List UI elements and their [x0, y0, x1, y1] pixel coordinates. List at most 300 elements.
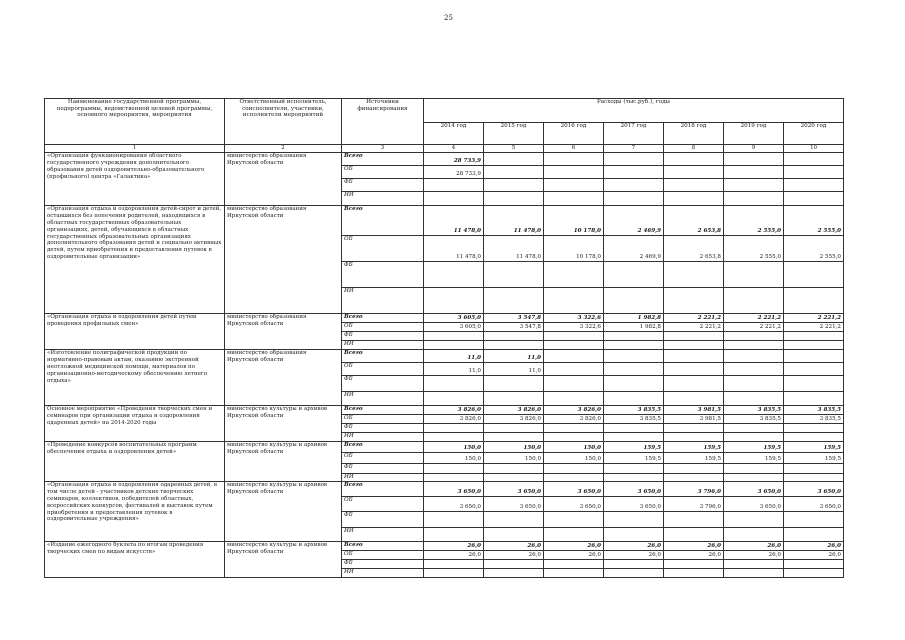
- column-number: 8: [664, 145, 724, 153]
- expense-value: [664, 341, 724, 350]
- expense-value: [784, 464, 844, 474]
- expense-value: 2 653,8: [664, 206, 724, 236]
- expense-value: 150,0: [484, 442, 544, 453]
- expense-value: [784, 332, 844, 341]
- funding-source: ИИ: [342, 528, 424, 542]
- expense-value: 150,0: [544, 453, 604, 464]
- expense-value: 150,0: [484, 453, 544, 464]
- expense-value: 159,5: [604, 442, 664, 453]
- expense-value: [424, 179, 484, 192]
- expense-value: [784, 376, 844, 392]
- expense-value: [664, 433, 724, 442]
- expense-value: 26,0: [544, 551, 604, 560]
- table-row: [45, 350, 844, 363]
- expense-value: [664, 376, 724, 392]
- expense-value: 3 826,0: [424, 415, 484, 424]
- expense-value: [784, 569, 844, 578]
- expense-value: [604, 376, 664, 392]
- expense-value: [544, 350, 604, 363]
- expense-value: [544, 153, 604, 166]
- expense-value: 3 826,0: [424, 406, 484, 415]
- expense-value: [724, 424, 784, 433]
- executor-name: министерство культуры и архивов Иркутской области: [225, 442, 342, 482]
- expense-value: 3 322,6: [544, 314, 604, 323]
- expense-value: [604, 464, 664, 474]
- expense-value: 3 650,0: [484, 482, 544, 497]
- expense-value: [484, 341, 544, 350]
- expense-value: 26,0: [424, 542, 484, 551]
- funding-source: ФБ: [342, 376, 424, 392]
- column-number: 3: [342, 145, 424, 153]
- expense-value: [664, 424, 724, 433]
- expense-value: [424, 512, 484, 528]
- expense-value: [604, 433, 664, 442]
- expense-value: 3 650,0: [604, 497, 664, 512]
- expense-value: [604, 179, 664, 192]
- executor-name: министерство образования Иркутской области: [225, 350, 342, 406]
- expense-value: 3 605,0: [424, 314, 484, 323]
- expense-value: 3 650,0: [544, 497, 604, 512]
- expense-value: 159,5: [664, 442, 724, 453]
- expense-value: [664, 363, 724, 376]
- expense-value: [484, 192, 544, 206]
- expense-value: [604, 288, 664, 314]
- funding-source: Всего: [342, 442, 424, 453]
- expense-value: [784, 474, 844, 482]
- expense-value: [424, 376, 484, 392]
- expense-value: 3 650,0: [784, 482, 844, 497]
- column-number: 9: [724, 145, 784, 153]
- expense-value: 28 733,9: [424, 166, 484, 179]
- activity-name: «Организация функционирования областного государственного учреждения дополнительного образования детей оздоровительно-образовательного (профильного) центра «Галактика»: [45, 153, 225, 206]
- column-number: 6: [544, 145, 604, 153]
- expense-value: [484, 153, 544, 166]
- table-row: [45, 442, 844, 453]
- expense-value: [604, 424, 664, 433]
- expense-value: 159,5: [664, 453, 724, 464]
- expense-value: [604, 350, 664, 363]
- expense-value: 2 221,2: [724, 323, 784, 332]
- expense-value: [604, 528, 664, 542]
- activity-name: «Изготовление полиграфической продукции по нормативно-правовым актам, оказанию экстренной неотложной медицинской помощи, материалов по организационно-методическому обеспечению летнего отдыха»: [45, 350, 225, 406]
- expense-value: [424, 528, 484, 542]
- expense-value: [604, 512, 664, 528]
- executor-name: министерство культуры и архивов Иркутской области: [225, 482, 342, 542]
- expense-value: 159,5: [724, 453, 784, 464]
- expense-value: [784, 153, 844, 166]
- expense-value: 3 650,0: [484, 497, 544, 512]
- expense-value: [724, 560, 784, 569]
- expense-value: 3 981,5: [664, 406, 724, 415]
- expense-value: [664, 153, 724, 166]
- funding-source: ФБ: [342, 424, 424, 433]
- expense-value: 3 826,0: [544, 406, 604, 415]
- expense-value: [664, 288, 724, 314]
- expense-value: [544, 288, 604, 314]
- funding-source: ИИ: [342, 569, 424, 578]
- funding-source: ФБ: [342, 464, 424, 474]
- expense-value: 150,0: [424, 453, 484, 464]
- table-row: [45, 314, 844, 323]
- expense-value: [664, 464, 724, 474]
- expense-value: 26,0: [604, 551, 664, 560]
- funding-source: ИИ: [342, 392, 424, 406]
- funding-source: Всего: [342, 314, 424, 323]
- expense-value: [604, 332, 664, 341]
- expense-value: [724, 433, 784, 442]
- funding-source: Всего: [342, 542, 424, 551]
- expense-value: [604, 560, 664, 569]
- expense-value: [724, 569, 784, 578]
- expense-value: 2 221,2: [784, 323, 844, 332]
- expense-value: [424, 192, 484, 206]
- expense-value: [724, 332, 784, 341]
- expense-value: [484, 376, 544, 392]
- expense-value: 3 322,6: [544, 323, 604, 332]
- expense-value: 11 478,0: [424, 206, 484, 236]
- expense-value: [724, 464, 784, 474]
- expense-value: [544, 512, 604, 528]
- executor-name: министерство образования Иркутской области: [225, 153, 342, 206]
- expense-value: 11 478,0: [484, 206, 544, 236]
- expense-value: 11 478,0: [484, 236, 544, 262]
- expense-value: [544, 474, 604, 482]
- expense-value: [664, 474, 724, 482]
- expense-value: [784, 528, 844, 542]
- page-number: 25: [444, 14, 453, 22]
- expense-value: [604, 262, 664, 288]
- expense-value: [724, 474, 784, 482]
- expense-value: [724, 262, 784, 288]
- expense-value: 150,0: [544, 442, 604, 453]
- expense-value: [664, 528, 724, 542]
- program-expenses-table: [44, 98, 844, 578]
- funding-source: ОБ: [342, 453, 424, 464]
- expense-value: [544, 424, 604, 433]
- funding-source: ИИ: [342, 192, 424, 206]
- funding-source: ФБ: [342, 512, 424, 528]
- expense-value: [724, 179, 784, 192]
- expense-value: [484, 166, 544, 179]
- expense-value: [484, 332, 544, 341]
- expense-value: [544, 192, 604, 206]
- table-row: [45, 542, 844, 551]
- expense-value: 2 653,8: [664, 236, 724, 262]
- funding-source: ОБ: [342, 363, 424, 376]
- expense-value: [604, 341, 664, 350]
- expense-value: 3 650,0: [424, 497, 484, 512]
- expense-value: [424, 341, 484, 350]
- column-number: 5: [484, 145, 544, 153]
- table-row: [45, 406, 844, 415]
- funding-source: ИИ: [342, 474, 424, 482]
- expense-value: [664, 192, 724, 206]
- funding-source: ОБ: [342, 497, 424, 512]
- expense-value: 3 796,0: [664, 497, 724, 512]
- funding-source: Всего: [342, 406, 424, 415]
- expense-value: [484, 179, 544, 192]
- funding-source: Всего: [342, 350, 424, 363]
- funding-source: ИИ: [342, 433, 424, 442]
- expense-value: [604, 474, 664, 482]
- expense-value: 26,0: [784, 551, 844, 560]
- expense-value: 11,0: [484, 350, 544, 363]
- expense-value: 1 982,8: [604, 323, 664, 332]
- expense-value: [604, 153, 664, 166]
- funding-source: ОБ: [342, 323, 424, 332]
- expense-value: 11 478,0: [424, 236, 484, 262]
- expense-value: 2 221,2: [784, 314, 844, 323]
- funding-source: ОБ: [342, 415, 424, 424]
- expense-value: [544, 560, 604, 569]
- expense-value: 3 835,5: [724, 415, 784, 424]
- table-row: [45, 482, 844, 497]
- expense-value: [424, 464, 484, 474]
- expense-value: [784, 262, 844, 288]
- header-year: 2017 год: [604, 123, 664, 145]
- expense-value: [724, 166, 784, 179]
- expense-value: [724, 288, 784, 314]
- header-year: 2019 год: [724, 123, 784, 145]
- expense-value: 3 835,5: [784, 406, 844, 415]
- expense-value: 3 981,5: [664, 415, 724, 424]
- expense-value: [544, 376, 604, 392]
- expense-value: 26,0: [424, 551, 484, 560]
- expense-value: [784, 192, 844, 206]
- expense-value: [484, 560, 544, 569]
- expense-value: [544, 341, 604, 350]
- expense-value: [604, 392, 664, 406]
- expense-value: 26,0: [724, 542, 784, 551]
- expense-value: [484, 474, 544, 482]
- expense-value: [724, 192, 784, 206]
- expense-value: [544, 363, 604, 376]
- expense-value: [484, 424, 544, 433]
- expense-value: [544, 179, 604, 192]
- expense-value: 159,5: [784, 453, 844, 464]
- column-number: 2: [225, 145, 342, 153]
- expense-value: 3 835,5: [724, 406, 784, 415]
- expense-value: [424, 288, 484, 314]
- expense-value: 3 650,0: [724, 497, 784, 512]
- funding-source: Всего: [342, 482, 424, 497]
- expense-value: 3 650,0: [784, 497, 844, 512]
- expense-value: 10 178,0: [544, 236, 604, 262]
- expense-value: [484, 464, 544, 474]
- expense-value: 3 835,5: [604, 415, 664, 424]
- expense-value: [664, 262, 724, 288]
- header-year: 2014 год: [424, 123, 484, 145]
- expense-value: [604, 363, 664, 376]
- expense-value: [724, 528, 784, 542]
- expense-value: 10 178,0: [544, 206, 604, 236]
- expense-value: [544, 569, 604, 578]
- activity-name: Основное мероприятие «Проведения творческих смен и семинаров при организации отдыха и оздоровления одаренных детей» на 2014-2020 годы: [45, 406, 225, 442]
- funding-source: ИИ: [342, 341, 424, 350]
- expense-value: [784, 560, 844, 569]
- expense-value: [484, 262, 544, 288]
- expense-value: [424, 474, 484, 482]
- expense-value: 159,5: [784, 442, 844, 453]
- expense-value: [544, 166, 604, 179]
- expense-value: [664, 332, 724, 341]
- expense-value: 3 826,0: [484, 415, 544, 424]
- expense-value: [784, 433, 844, 442]
- executor-name: министерство образования Иркутской области: [225, 314, 342, 350]
- expense-value: 3 650,0: [724, 482, 784, 497]
- header-expenses: Расходы (тыс.руб.), годы: [424, 99, 844, 123]
- expense-value: [724, 392, 784, 406]
- expense-value: [784, 363, 844, 376]
- expense-value: [664, 350, 724, 363]
- expense-value: [484, 288, 544, 314]
- expense-value: 150,0: [424, 442, 484, 453]
- header-name: Наименование государственной программы, подпрограммы, ведомственной целевой программы, основного мероприятия, мероприятия: [45, 99, 225, 145]
- executor-name: министерство образования Иркутской области: [225, 206, 342, 314]
- header-source: Источники финансирования: [342, 99, 424, 145]
- funding-source: ФБ: [342, 332, 424, 341]
- expense-value: 3 547,8: [484, 323, 544, 332]
- expense-value: [784, 350, 844, 363]
- expense-value: [784, 424, 844, 433]
- expense-value: [544, 528, 604, 542]
- expense-value: 3 605,0: [424, 323, 484, 332]
- funding-source: Всего: [342, 153, 424, 166]
- expense-value: [544, 433, 604, 442]
- expense-value: [484, 512, 544, 528]
- executor-name: министерство культуры и архивов Иркутской области: [225, 542, 342, 578]
- expense-value: [484, 433, 544, 442]
- expense-value: [784, 512, 844, 528]
- expense-value: [544, 262, 604, 288]
- expense-value: [424, 433, 484, 442]
- expense-value: [724, 512, 784, 528]
- expense-value: [424, 392, 484, 406]
- table-row: [45, 153, 844, 166]
- funding-source: ОБ: [342, 551, 424, 560]
- funding-source: ФБ: [342, 560, 424, 569]
- expense-value: 3 835,5: [784, 415, 844, 424]
- expense-value: 11,0: [424, 363, 484, 376]
- expense-value: [724, 350, 784, 363]
- expense-value: 3 650,0: [424, 482, 484, 497]
- expense-value: [664, 179, 724, 192]
- expense-value: 3 547,8: [484, 314, 544, 323]
- funding-source: ФБ: [342, 262, 424, 288]
- expense-value: 26,0: [784, 542, 844, 551]
- funding-source: Всего: [342, 206, 424, 236]
- expense-value: 2 469,9: [604, 206, 664, 236]
- expense-value: 159,5: [604, 453, 664, 464]
- expense-value: 2 555,0: [784, 236, 844, 262]
- expense-value: [424, 560, 484, 569]
- expense-value: 26,0: [664, 542, 724, 551]
- expense-value: [664, 560, 724, 569]
- header-executor: Ответственный исполнитель, соисполнители, участники, исполнители мероприятий: [225, 99, 342, 145]
- expense-value: [604, 166, 664, 179]
- expense-value: [424, 424, 484, 433]
- expense-value: 26,0: [484, 542, 544, 551]
- activity-name: «Организация отдыха и оздоровления детей путем проведения профильных смен»: [45, 314, 225, 350]
- activity-name: «Организация отдыха и оздоровления детей-сирот и детей, оставшихся без попечения родителей, находящихся в областных государственных образовательных организациях, детей, обучающихся в областных государственных образовательных организациях дополнительного образования детей и социально активных детей, путем приобретения и предоставления путевок в оздоровительные организации»: [45, 206, 225, 314]
- funding-source: ОБ: [342, 166, 424, 179]
- expense-value: 2 221,2: [724, 314, 784, 323]
- expense-value: [544, 332, 604, 341]
- column-number: 10: [784, 145, 844, 153]
- expense-value: 26,0: [604, 542, 664, 551]
- expense-value: [784, 179, 844, 192]
- expense-value: [784, 166, 844, 179]
- activity-name: «Организация отдыха и оздоровления одаренных детей, в том числе детей - участников детских творческих семинаров, коллективов, победителей областных, всероссийских конкурсов, фестивалей и выставок путем приобретения и предоставления путевок в оздоровительные учреждения»: [45, 482, 225, 542]
- expense-value: 2 555,0: [784, 206, 844, 236]
- expense-value: [604, 569, 664, 578]
- expense-value: 3 835,5: [604, 406, 664, 415]
- expense-value: [724, 363, 784, 376]
- expense-value: 26,0: [664, 551, 724, 560]
- activity-name: «Проведение конкурсов воспитательных программ обеспечения отдыха и оздоровления детей»: [45, 442, 225, 482]
- activity-name: «Издание ежегодного буклета по итогам проведения творческих смен по видам искусств»: [45, 542, 225, 578]
- expense-value: 26,0: [724, 551, 784, 560]
- expense-value: 3 826,0: [544, 415, 604, 424]
- expense-value: [544, 392, 604, 406]
- expense-value: [784, 341, 844, 350]
- expense-value: [544, 464, 604, 474]
- expense-value: [724, 376, 784, 392]
- expense-value: 11,0: [484, 363, 544, 376]
- header-year: 2015 год: [484, 123, 544, 145]
- expense-value: [784, 392, 844, 406]
- header-year: 2016 год: [544, 123, 604, 145]
- expense-value: [724, 341, 784, 350]
- expense-value: 11,0: [424, 350, 484, 363]
- expense-value: [664, 166, 724, 179]
- expense-value: 26,0: [484, 551, 544, 560]
- expense-value: [664, 512, 724, 528]
- expense-value: 1 982,8: [604, 314, 664, 323]
- expense-value: [424, 569, 484, 578]
- expense-value: 3 650,0: [604, 482, 664, 497]
- expense-value: [424, 262, 484, 288]
- expense-value: [664, 392, 724, 406]
- expense-value: 2 555,0: [724, 236, 784, 262]
- expense-value: 3 796,0: [664, 482, 724, 497]
- expense-value: 26,0: [544, 542, 604, 551]
- column-number: 1: [45, 145, 225, 153]
- funding-source: ИИ: [342, 288, 424, 314]
- expense-value: [664, 569, 724, 578]
- expense-value: 28 733,9: [424, 153, 484, 166]
- expense-value: 3 826,0: [484, 406, 544, 415]
- column-number: 7: [604, 145, 664, 153]
- expense-value: 2 221,2: [664, 314, 724, 323]
- expense-value: [424, 332, 484, 341]
- expense-value: [784, 288, 844, 314]
- expense-value: 2 555,0: [724, 206, 784, 236]
- expense-value: 159,5: [724, 442, 784, 453]
- column-number: 4: [424, 145, 484, 153]
- expense-value: 2 221,2: [664, 323, 724, 332]
- expense-value: [724, 153, 784, 166]
- executor-name: министерство культуры и архивов Иркутской области: [225, 406, 342, 442]
- expense-value: 3 650,0: [544, 482, 604, 497]
- header-year: 2018 год: [664, 123, 724, 145]
- table-row: [45, 206, 844, 236]
- header-year: 2020 год: [784, 123, 844, 145]
- expense-value: 2 469,9: [604, 236, 664, 262]
- funding-source: ОБ: [342, 236, 424, 262]
- expense-value: [484, 569, 544, 578]
- expense-value: [604, 192, 664, 206]
